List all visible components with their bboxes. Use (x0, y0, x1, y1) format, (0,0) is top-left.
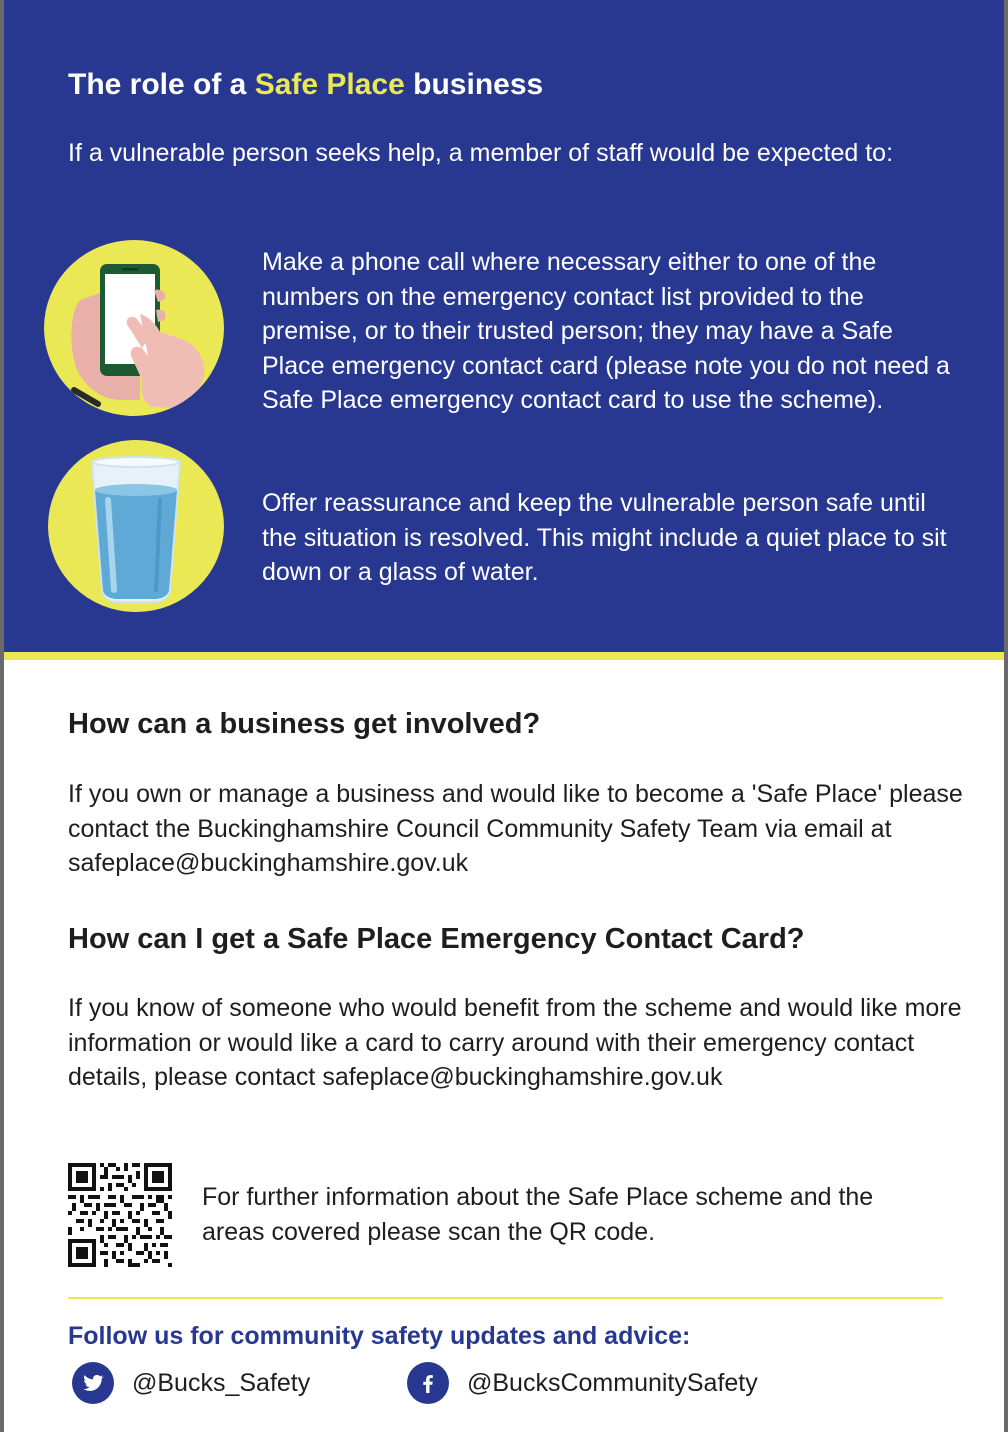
facebook-icon (407, 1362, 449, 1404)
role-item-water-text: Offer reassurance and keep the vulnerable person safe until the situation is resolved. This might include a quiet place to sit down or a glass of water. (262, 489, 947, 586)
qr-code-icon[interactable] (68, 1163, 172, 1267)
role-title (68, 68, 543, 102)
role-title-start: The role of a (68, 68, 255, 101)
role-item-phone-text: Make a phone call where necessary either to one of the numbers on the emergency contact list provided to the premise, or to their trusted person; they may have a Safe Place emergency contact card (please note you do not need a Safe Place emergency contact card to use the scheme). (262, 248, 950, 414)
qr-text: For further information about the Safe Place scheme and the areas covered please scan the QR code. (202, 1183, 874, 1246)
card-text: If you know of someone who would benefit from the scheme and would like more information or would like a card to carry around with their emergency contact details, please contact safeplace@buckinghamshire.gov.uk (68, 994, 962, 1091)
phone-in-hands-icon (44, 240, 224, 416)
twitter-link[interactable] (72, 1362, 310, 1404)
card-heading: How can I get a Safe Place Emergency Contact Card? (68, 923, 805, 955)
role-title-highlight: Safe Place (254, 68, 405, 101)
business-heading: How can a business get involved? (68, 708, 541, 740)
twitter-handle: @Bucks_Safety (132, 1368, 311, 1397)
facebook-link[interactable] (407, 1362, 758, 1404)
facebook-handle: @BucksCommunitySafety (467, 1368, 758, 1397)
section-divider (4, 652, 1004, 660)
business-text: If you own or manage a business and would like to become a 'Safe Place' please contact the Buckinghamshire Council Community Safety Team via email at safeplace@buckinghamshire.gov.uk (68, 780, 963, 877)
role-section (4, 0, 1004, 652)
twitter-icon (72, 1362, 114, 1404)
footer-divider (68, 1297, 943, 1299)
role-intro: If a vulnerable person seeks help, a member of staff would be expected to: (68, 139, 894, 167)
follow-heading: Follow us for community safety updates and advice: (68, 1322, 691, 1350)
role-title-end: business (404, 68, 544, 101)
glass-of-water-icon (48, 440, 224, 612)
